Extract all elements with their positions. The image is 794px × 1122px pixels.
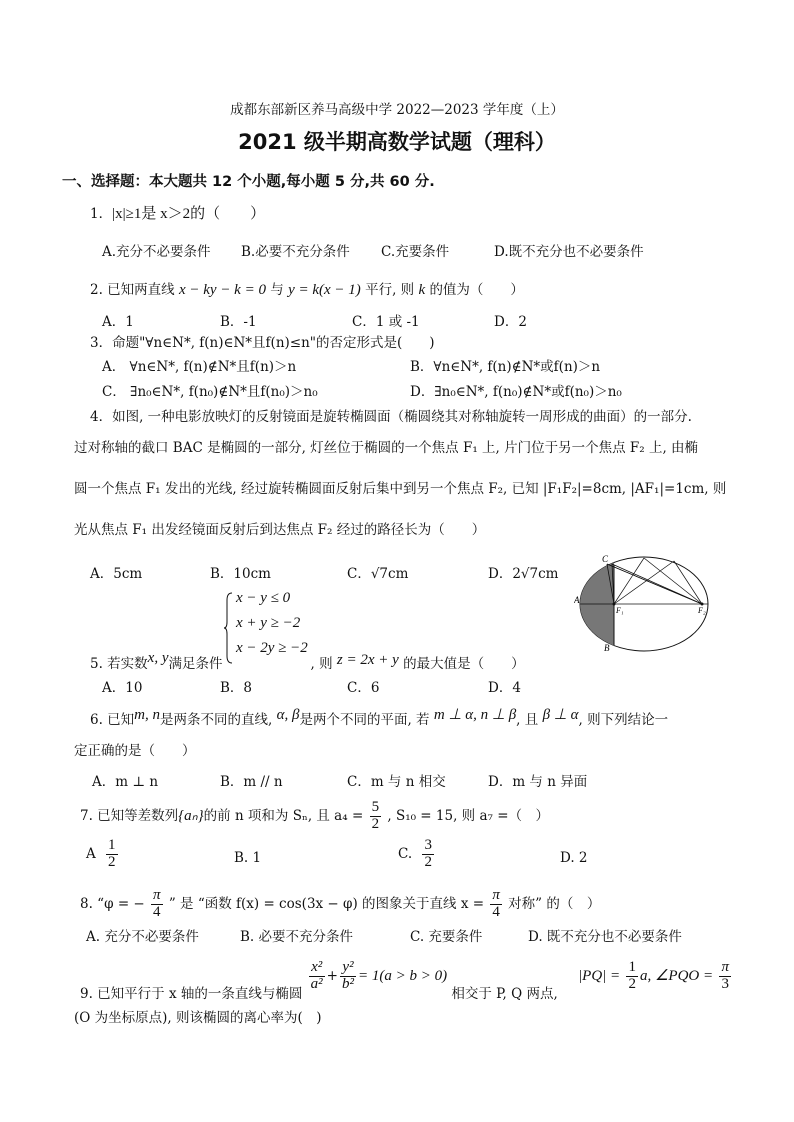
stem-text: , 则 — [310, 656, 333, 672]
question-6-line1 — [90, 708, 668, 729]
question-4-line3: 圆一个焦点 F₁ 发出的光线, 经过旋转椭圆面反射后集中到另一个焦点 F₂, 已知 |F₁F₂|=8cm, |AF₁|=1cm, 则 — [74, 481, 727, 497]
stem-text: 2. 已知两直线 — [90, 282, 175, 298]
option-c: C． ∃n₀∈N*, f(n₀)∉N*且f(n₀)＞n₀ — [102, 384, 318, 400]
stem-text: 9. 已知平行于 x 轴的一条直线与椭圆 — [80, 985, 303, 1002]
fraction-x2-a2: $\frac{\text{x²}}{\text{a²}}$ — [310, 959, 323, 992]
option-a: A $\frac{1}{2}$ — [86, 837, 116, 870]
stem-text: 8. “φ = − — [80, 895, 145, 912]
stem-text: 对称” 的（ ） — [508, 895, 601, 912]
stem-text: 是两个不同的平面, 若 — [299, 712, 430, 728]
option-d: D．m 与 n 异面 — [488, 774, 588, 790]
fraction-y2-b2: $\frac{\text{y²}}{\text{b²}}$ — [341, 959, 354, 992]
stem-text: , S₁₀ = 15, 则 a₇ =（ ） — [387, 807, 550, 824]
objective-function: z = 2x + y — [336, 652, 399, 668]
label-c: C — [602, 554, 609, 564]
stem-text: 的值为（ ） — [429, 282, 524, 298]
option-a: A.充分不必要条件 — [102, 244, 211, 260]
option-b: B．∀n∈N*, f(n)∉N*或f(n)＞n — [410, 359, 601, 375]
option-b: B．m // n — [220, 774, 283, 790]
stem-text: 6. 已知 — [90, 712, 135, 728]
option-c: C.充要条件 — [381, 244, 450, 260]
fraction: $\frac{1}{2}$ — [108, 837, 116, 870]
option-c: C．m 与 n 相交 — [347, 774, 446, 790]
option-b: B．10cm — [210, 566, 271, 582]
question-4-line1: 4．如图, 一种电影放映灯的反射镜面是旋转椭圆面（椭圆绕其对称轴旋转一周形成的曲面）的一部分. — [90, 409, 692, 425]
stem-text: 的最大值是（ ） — [403, 656, 525, 672]
label-a: A — [574, 595, 580, 605]
fraction-half: $\frac{1}{2}$ — [628, 959, 636, 992]
stem-text: 相交于 P, Q 两点, — [451, 985, 558, 1002]
label-f2: F₂ — [698, 606, 706, 615]
section-heading: 一、选择题：本大题共 12 个小题,每小题 5 分,共 60 分. — [62, 174, 435, 190]
exam-title: 2021 级半期高数学试题（理科） — [238, 130, 556, 154]
stem-text: 满足条件 — [168, 656, 223, 672]
question-1 — [90, 202, 265, 223]
question-3: 3．命题"∀n∈N*, f(n)∈N*且f(n)≤n"的否定形式是( ) — [90, 335, 435, 351]
fraction-pi-3: $\frac{\pi}{3}$ — [721, 959, 729, 992]
constraint-1: x − y ≤ 0 — [236, 590, 291, 606]
stem-text: 7. 已知等差数列 — [80, 807, 179, 824]
option-b: B.必要不充分条件 — [241, 244, 350, 260]
option-c: C. 充要条件 — [410, 929, 483, 945]
stem-text: 是两条不同的直线, — [160, 712, 273, 728]
question-7 — [80, 800, 549, 833]
stem-text: ” 是 “函数 f(x) = cos(3x − φ) 的图象关于直线 x = — [168, 895, 485, 912]
question-2 — [90, 278, 524, 299]
question-6-line2: 定正确的是（ ） — [74, 743, 196, 759]
question-5 — [90, 652, 525, 673]
lines-mn: m, n — [134, 707, 161, 723]
fraction-pi-4: $\frac{\pi}{4}$ — [492, 887, 500, 920]
question-stem: |x|≥1是 x＞2的（ ） — [112, 206, 266, 222]
option-b: B．-1 — [220, 314, 257, 330]
option-a: A. 充分不必要条件 — [86, 929, 199, 945]
variable-k: k — [418, 282, 426, 298]
question-number: 1． — [90, 206, 113, 222]
option-a: A．10 — [102, 680, 143, 696]
question-9-line2: (O 为坐标原点), 则该椭圆的离心率为( ) — [74, 1010, 322, 1026]
fraction: $\frac{5}{2}$ — [371, 799, 380, 832]
option-b: B. 1 — [234, 850, 262, 866]
question-9-line1: 9. 已知平行于 x 轴的一条直线与椭圆 $\frac{\text{x²}}{\text{a²}}$ + $\frac{\text{y²}}{\text{b²}}$ = 1(a > b > 0) 相交于 P, Q 两点, |PQ| = $\frac{1}{2}$ a, ∠PQO = $\frac{\pi}{3}$ — [80, 959, 729, 1002]
question-8 — [80, 888, 600, 921]
label-b: B — [604, 643, 610, 653]
option-d: D．2 — [494, 314, 527, 330]
option-c: C．1 或 -1 — [352, 314, 420, 330]
stem-text: 平行, 则 — [365, 282, 415, 298]
option-d: D．2√7cm — [488, 566, 559, 582]
variables: x, y — [147, 650, 169, 666]
fraction-pi-4: $\frac{\pi}{4}$ — [153, 887, 161, 920]
option-c: C．√7cm — [347, 566, 409, 582]
stem-text: 与 — [270, 282, 284, 298]
option-a: A．5cm — [90, 566, 143, 582]
condition: m ⊥ α, n ⊥ β — [433, 707, 517, 723]
option-c: C. $\frac{3}{2}$ — [398, 837, 432, 870]
option-d: D. 既不充分也不必要条件 — [528, 929, 682, 945]
equation-line1: x − ky − k = 0 — [178, 282, 266, 298]
option-b: B. 必要不充分条件 — [240, 929, 354, 945]
option-a: A． ∀n∈N*, f(n)∉N*且f(n)＞n — [102, 359, 297, 375]
ellipse-reflector-figure — [574, 552, 724, 657]
option-c: C．6 — [347, 680, 380, 696]
sequence: {aₙ} — [178, 807, 204, 824]
option-d: D．4 — [488, 680, 521, 696]
option-d: D．∃n₀∈N*, f(n₀)∉N*或f(n₀)＞n₀ — [410, 384, 622, 400]
fraction: $\frac{3}{2}$ — [424, 837, 432, 870]
option-b: B．8 — [220, 680, 253, 696]
equation-line2: y = k(x − 1) — [288, 282, 361, 298]
school-header: 成都东部新区养马高级中学 2022—2023 学年度（上） — [230, 102, 564, 118]
planes-ab: α, β — [276, 707, 300, 723]
stem-text: 5. 若实数 — [90, 656, 148, 672]
question-4-line2: 过对称轴的截口 BAC 是椭圆的一部分, 灯丝位于椭圆的一个焦点 F₁ 上, 片门位于另一个焦点 F₂ 上, 由椭 — [74, 440, 699, 456]
pq-length: |PQ| = — [578, 967, 621, 984]
option-a: A．1 — [102, 314, 134, 330]
option-d: D. 2 — [560, 850, 588, 866]
option-a: A．m ⊥ n — [92, 774, 159, 790]
option-d: D.既不充分也不必要条件 — [494, 244, 644, 260]
question-4-line4: 光从焦点 F₁ 出发经镜面反射后到达焦点 F₂ 经过的路径长为（ ） — [74, 522, 486, 538]
constraint-2: x + y ≥ −2 — [236, 615, 301, 631]
stem-text: 的前 n 项和为 Sₙ, 且 a₄ = — [203, 807, 364, 824]
stem-text: , 且 — [516, 712, 539, 728]
constraint-3: x − 2y ≥ −2 — [236, 640, 308, 656]
label-f1: F₁ — [616, 606, 624, 615]
angle-pqo: a, ∠PQO = — [639, 967, 714, 984]
stem-text: , 则下列结论一 — [578, 712, 669, 728]
condition: β ⊥ α — [542, 707, 579, 723]
ellipse-condition: = 1(a > b > 0) — [357, 967, 448, 984]
